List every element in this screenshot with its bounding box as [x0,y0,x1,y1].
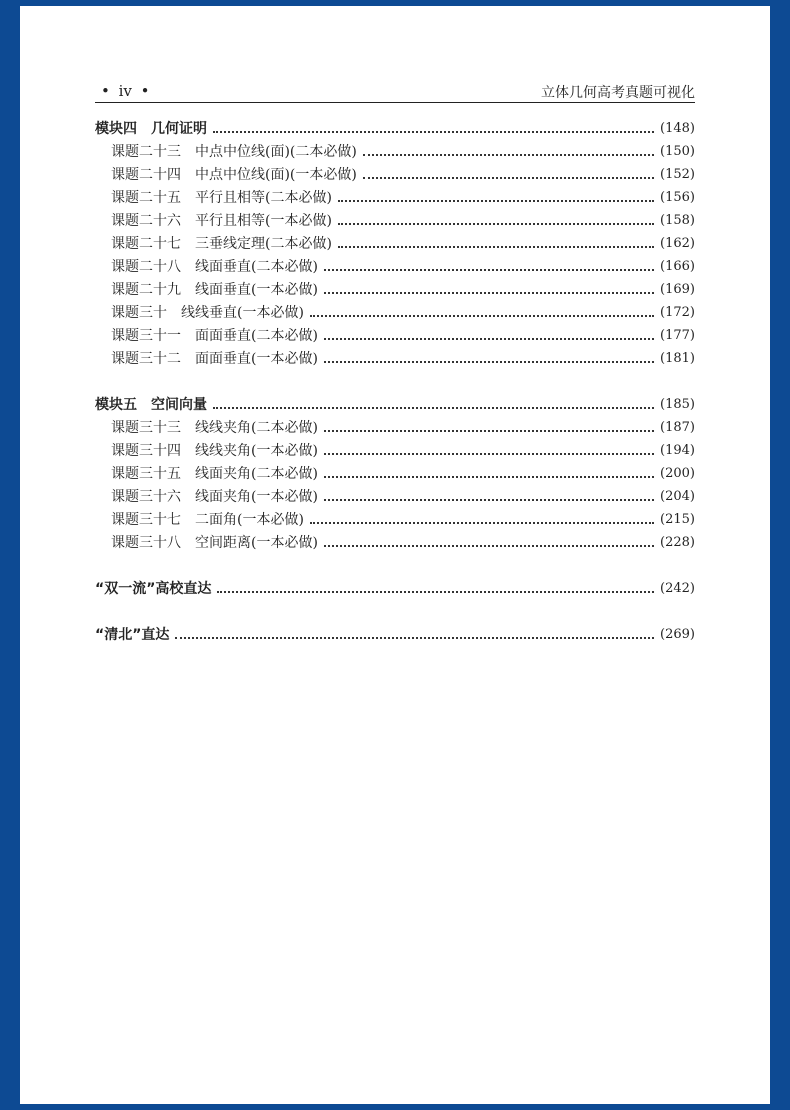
dot-leader [324,267,654,271]
toc-page: (204) [660,489,695,504]
toc-entry-module-4[interactable] [95,118,695,140]
toc-page: (181) [660,351,695,366]
dot-leader [324,543,654,547]
dot-leader [363,175,654,179]
dot-leader [338,198,654,202]
dot-leader [310,313,654,317]
toc-page: (242) [660,581,695,596]
dot-leader [324,497,654,501]
toc-page: (200) [660,466,695,481]
toc-page: (185) [660,397,695,412]
toc-entry[interactable] [95,325,695,347]
toc-label: “双一流”高校直达 [95,581,212,597]
dot-leader [363,152,654,156]
dot-leader [324,290,654,294]
dot-leader [338,244,654,248]
toc-page: (166) [660,259,695,274]
toc-label: 课题二十四 中点中位线(面)(一本必做) [111,167,357,183]
toc-page: (162) [660,236,695,251]
book-title: 立体几何高考真题可视化 [541,85,695,101]
dot-leader [324,428,654,432]
toc-entry[interactable] [95,302,695,324]
dot-leader [324,451,654,455]
toc-label: 课题二十五 平行且相等(二本必做) [111,190,332,206]
toc-entry[interactable] [95,486,695,508]
toc-label: 课题三十四 线线夹角(一本必做) [111,443,318,459]
toc-page: (269) [660,627,695,642]
dot-leader [175,635,654,639]
toc-entry[interactable] [95,463,695,485]
toc-entry[interactable] [95,256,695,278]
toc-page: (148) [660,121,695,136]
dot-leader [324,336,654,340]
toc-label: 课题二十九 线面垂直(一本必做) [111,282,318,298]
toc-page: (177) [660,328,695,343]
dot-leader [213,405,654,409]
toc-label: “清北”直达 [95,627,170,643]
toc-entry[interactable] [95,509,695,531]
toc-label: 课题三十八 空间距离(一本必做) [111,535,318,551]
toc-label: 课题三十一 面面垂直(二本必做) [111,328,318,344]
toc-page: (194) [660,443,695,458]
toc-entry[interactable] [95,279,695,301]
dot-leader [310,520,654,524]
toc-label: 课题三十 线线垂直(一本必做) [111,305,304,321]
toc-page: (158) [660,213,695,228]
toc-label: 课题二十六 平行且相等(一本必做) [111,213,332,229]
toc-label: 模块五 空间向量 [95,397,207,413]
toc-entry[interactable] [95,348,695,370]
running-header [95,78,695,103]
toc-entry[interactable] [95,233,695,255]
toc-entry[interactable] [95,141,695,163]
dot-leader [324,474,654,478]
toc-entry[interactable] [95,164,695,186]
toc-label: 课题二十八 线面垂直(二本必做) [111,259,318,275]
toc-label: 课题二十七 三垂线定理(二本必做) [111,236,332,252]
toc-entry-qingbei[interactable] [95,624,695,646]
page [20,6,770,1104]
toc-label: 课题二十三 中点中位线(面)(二本必做) [111,144,357,160]
toc-entry[interactable] [95,187,695,209]
toc-entry[interactable] [95,210,695,232]
toc-label: 课题三十七 二面角(一本必做) [111,512,304,528]
toc-entry[interactable] [95,532,695,554]
toc-entry[interactable] [95,417,695,439]
toc-page: (169) [660,282,695,297]
toc-label: 课题三十二 面面垂直(一本必做) [111,351,318,367]
dot-leader [338,221,654,225]
dot-leader [324,359,654,363]
toc-label: 课题三十五 线面夹角(二本必做) [111,466,318,482]
toc-page: (152) [660,167,695,182]
toc-label: 模块四 几何证明 [95,121,207,137]
toc-entry-module-5[interactable] [95,394,695,416]
toc-page: (215) [660,512,695,527]
page-number: • ⅳ • [101,82,152,100]
toc-label: 课题三十六 线面夹角(一本必做) [111,489,318,505]
toc-page: (172) [660,305,695,320]
toc-page: (187) [660,420,695,435]
toc-entry[interactable] [95,440,695,462]
toc-label: 课题三十三 线线夹角(二本必做) [111,420,318,436]
toc-page: (228) [660,535,695,550]
dot-leader [213,129,654,133]
toc-entry-double-first-class[interactable] [95,578,695,600]
dot-leader [217,589,654,593]
toc-page: (156) [660,190,695,205]
toc-page: (150) [660,144,695,159]
